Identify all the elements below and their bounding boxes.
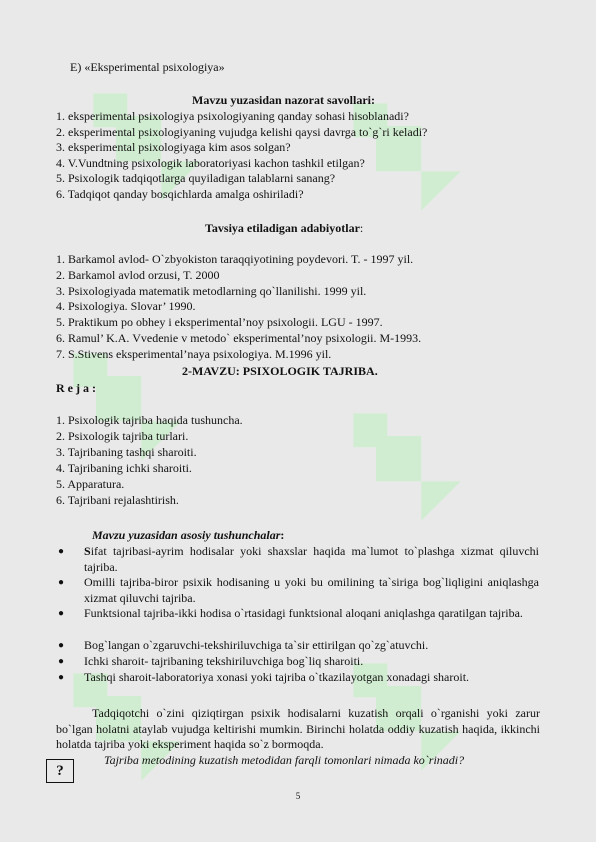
- concept-first-letter: S: [84, 544, 91, 558]
- topic-title: 2-MAVZU: PSIXOLOGIK TAJRIBA.: [182, 364, 378, 378]
- bullet-icon: ●: [58, 640, 65, 651]
- literature-title-colon: :: [359, 221, 364, 235]
- literature-item: 3. Psixologiyada matematik metodlarning qo`llanilishi. 1999 yil.: [56, 283, 367, 298]
- plan-item: 1. Psixologik tajriba haqida tushuncha.: [56, 413, 243, 427]
- paragraph-text: Tadqiqotchi o`zini qiziqtirgan psixik hodisalarni kuzatish orqali o`rganishi yoki zarur bo`lgan holatni ataylab vujudga keltirishi mumkin. Birinchi holatda oddiy kuzatish haqida, ikkinchi holatda tajriba yoki eksperiment haqida so`z bormoqda.: [56, 706, 540, 751]
- concept-text: Tashqi sharoit-laboratoriya xonasi yoki tajriba o`tkazilayotgan xonadagi sharoit.: [84, 670, 470, 684]
- watermark-logo: [308, 368, 492, 552]
- bullet-icon: ●: [58, 577, 65, 588]
- plan-item: 3. Tajribaning tashqi sharoiti.: [56, 444, 197, 459]
- body-paragraph: [56, 706, 540, 753]
- question-text: Tajriba metodining kuzatish metodidan farqli tomonlari nimada ko`rinadi?: [104, 753, 465, 767]
- concept-text: Omilli tajriba-biror psixik hodisaning u yoki bu omilining ta`siriga bog`liqligini aniqlashga xizmat qiluvchi tajriba.: [84, 575, 539, 605]
- concept-item: [84, 654, 539, 670]
- literature-item: 4. Psixologiya. Slovar’ 1990.: [56, 299, 196, 314]
- bullet-icon: ●: [58, 656, 65, 667]
- plan-item: 4. Tajribaning ichki sharoiti.: [56, 460, 192, 475]
- question-item: 5. Psixologik tadqiqotlarga quyiladigan talablarni sanang?: [56, 171, 336, 185]
- concept-text: Bog`langan o`zgaruvchi-tekshiriluvchiga ta`sir ettirilgan qo`zg`atuvchi.: [84, 638, 429, 652]
- concept-item: [84, 638, 539, 654]
- literature-item: 6. Ramul’ K.A. Vvedenie v metodo` eksperimental’noy psixologii. M-1993.: [56, 331, 422, 345]
- concept-item: [84, 606, 539, 622]
- concept-text: ifat tajribasi-ayrim hodisalar yoki shaxslar haqida ma`lumot to`plashga xizmat qiluvchi tajriba.: [84, 544, 539, 574]
- concept-item: [84, 575, 539, 606]
- question-item: 2. eksperimental psixologiyaning vujudga kelishi qaysi davrga to`g`ri keladi?: [56, 124, 428, 139]
- watermark-logo: [308, 58, 492, 242]
- concepts-title: [92, 528, 284, 542]
- question-mark-box: ?: [46, 759, 74, 783]
- plan-item: 6. Tajribani rejalashtirish.: [56, 492, 179, 507]
- plan-item: 5. Apparatura.: [56, 476, 125, 491]
- literature-item: 5. Praktikum po obhey i eksperimental’noy psixologii. LGU - 1997.: [56, 315, 383, 330]
- question-item: 6. Tadqiqot qanday bosqichlarda amalga oshiriladi?: [56, 186, 304, 201]
- question-item: 1. eksperimental psixologiya psixologiyaning qanday sohasi hisoblanadi?: [56, 109, 409, 123]
- page-number: 5: [295, 791, 301, 801]
- question-item: 4. V.Vundtning psixologik laboratoriyasi kachon tashkil etilgan?: [56, 155, 365, 170]
- question-item: 3. eksperimental psixologiyaga kim asos solgan?: [56, 140, 291, 154]
- intro-line: E) «Eksperimental psixologiya»: [70, 60, 225, 74]
- literature-item: 1. Barkamol avlod- O`zbyokiston taraqqiyotining poydevori. T. - 1997 yil.: [56, 252, 414, 266]
- bullet-icon: ●: [58, 608, 65, 619]
- literature-item: 2. Barkamol avlod orzusi, T. 2000: [56, 267, 220, 282]
- concepts-title-colon: :: [280, 528, 285, 542]
- concept-text: Funktsional tajriba-ikki hodisa o`rtasidagi funktsional aloqani aniqlashga qaratilgan tajriba.: [84, 606, 523, 620]
- concept-item: [84, 544, 539, 575]
- plan-item: 2. Psixologik tajriba turlari.: [56, 428, 189, 443]
- plan-label: R e j a :: [56, 381, 96, 395]
- bullet-icon: ●: [58, 546, 65, 557]
- bullet-icon: ●: [58, 672, 65, 683]
- literature-title-text: Tavsiya etiladigan adabiyotlar: [205, 221, 360, 235]
- literature-item: 7. S.Stivens eksperimental’naya psixologiya. M.1996 yil.: [56, 346, 332, 361]
- concepts-title-text: Mavzu yuzasidan asosiy tushunchalar: [92, 528, 281, 542]
- section-title-questions: Mavzu yuzasidan nazorat savollari:: [192, 93, 375, 107]
- concept-text: Ichki sharoit- tajribaning tekshiriluvchiga bog`liq sharoiti.: [84, 654, 364, 668]
- concept-item: [84, 670, 539, 686]
- section-title-literature: [205, 221, 363, 235]
